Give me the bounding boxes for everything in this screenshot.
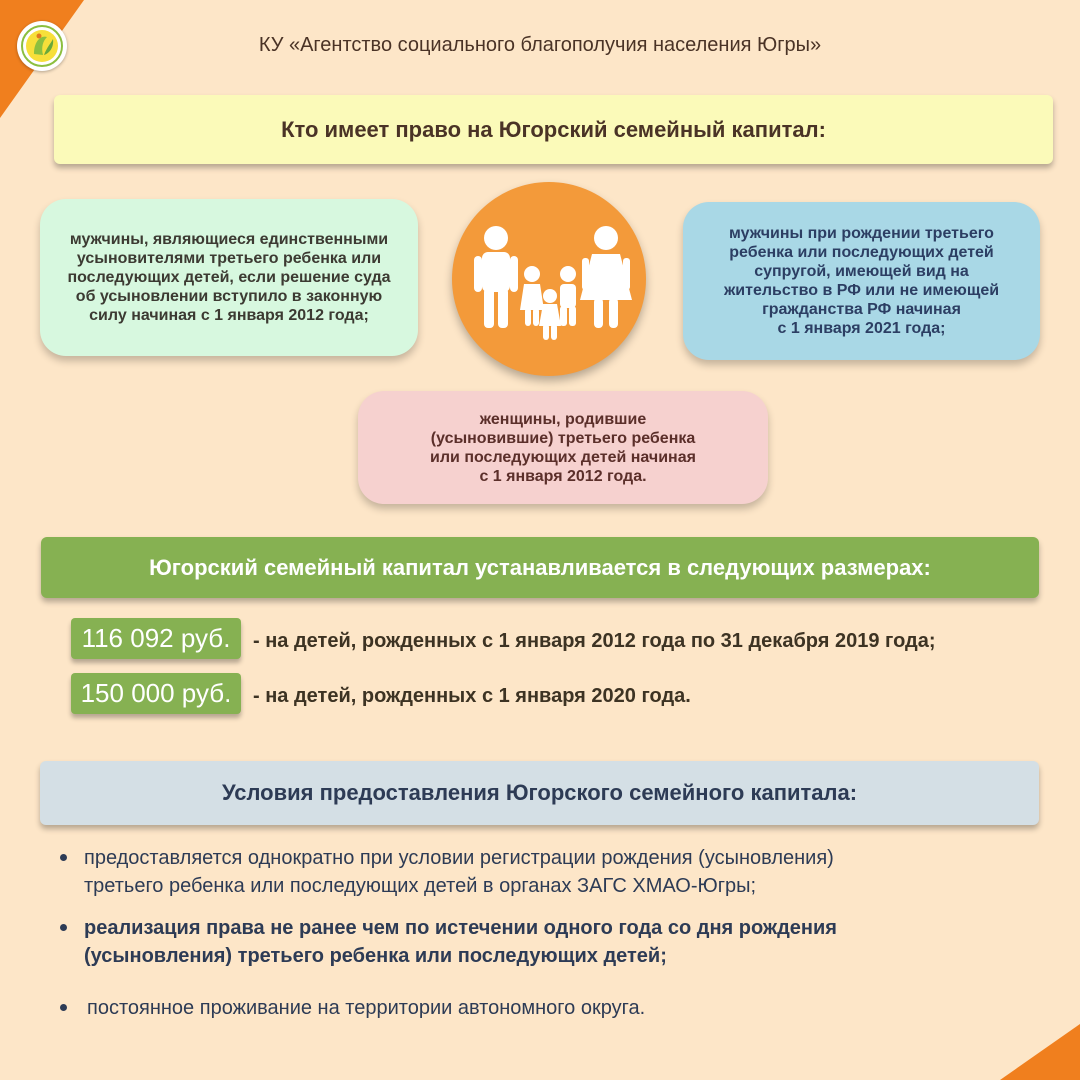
conditions-title: Условия предоставления Югорского семейного капитала: bbox=[40, 761, 1039, 825]
bullet-icon bbox=[60, 924, 67, 931]
eligibility-fathers-foreign-spouse bbox=[683, 202, 1040, 360]
condition-text: постоянное проживание на территории автономного округа. bbox=[87, 997, 646, 1019]
eligibility-text: мужчины при рождении третьего ребенка или последующих детей супругой, имеющей вид на жительство в РФ или не имеющей гражданства РФ начиная с 1 января 2021 года; bbox=[723, 225, 1000, 337]
condition-list-item bbox=[60, 914, 837, 970]
condition-text: реализация права не ранее чем по истечении одного года со дня рождения (усыновления) третьего ребенка или последующих детей; bbox=[84, 917, 837, 967]
organization-name: КУ «Агентство социального благополучия населения Югры» bbox=[258, 34, 822, 56]
corner-decoration-bottom-right bbox=[1000, 1024, 1080, 1080]
eligibility-women bbox=[358, 391, 768, 504]
amount-badge: 150 000 руб. bbox=[71, 673, 241, 714]
eligibility-single-adoptive-fathers bbox=[40, 199, 418, 356]
amounts-title: Югорский семейный капитал устанавливается в следующих размерах: bbox=[41, 537, 1039, 598]
family-icon bbox=[452, 182, 646, 376]
eligibility-title: Кто имеет право на Югорский семейный капитал: bbox=[54, 95, 1053, 164]
eligibility-text: женщины, родившие (усыновившие) третьего ребенка или последующих детей начиная с 1 января 2012 года. bbox=[430, 410, 696, 485]
bullet-icon bbox=[60, 1004, 67, 1011]
condition-text: предоставляется однократно при условии регистрации рождения (усыновления) третьего ребенка или последующих детей в органах ЗАГС ХМАО-Югры; bbox=[84, 847, 834, 897]
amount-badge: 116 092 руб. bbox=[71, 618, 241, 659]
bullet-icon bbox=[60, 854, 67, 861]
eligibility-text: мужчины, являющиеся единственными усыновителями третьего ребенка или последующих детей, если решение суда об усыновлении вступило в законную силу начиная с 1 января 2012 года; bbox=[67, 231, 391, 324]
amount-description: - на детей, рожденных с 1 января 2012 года по 31 декабря 2019 года; bbox=[253, 630, 936, 652]
condition-list-item bbox=[60, 994, 645, 1022]
amount-description: - на детей, рожденных с 1 января 2020 года. bbox=[253, 685, 691, 707]
condition-list-item bbox=[60, 844, 834, 900]
